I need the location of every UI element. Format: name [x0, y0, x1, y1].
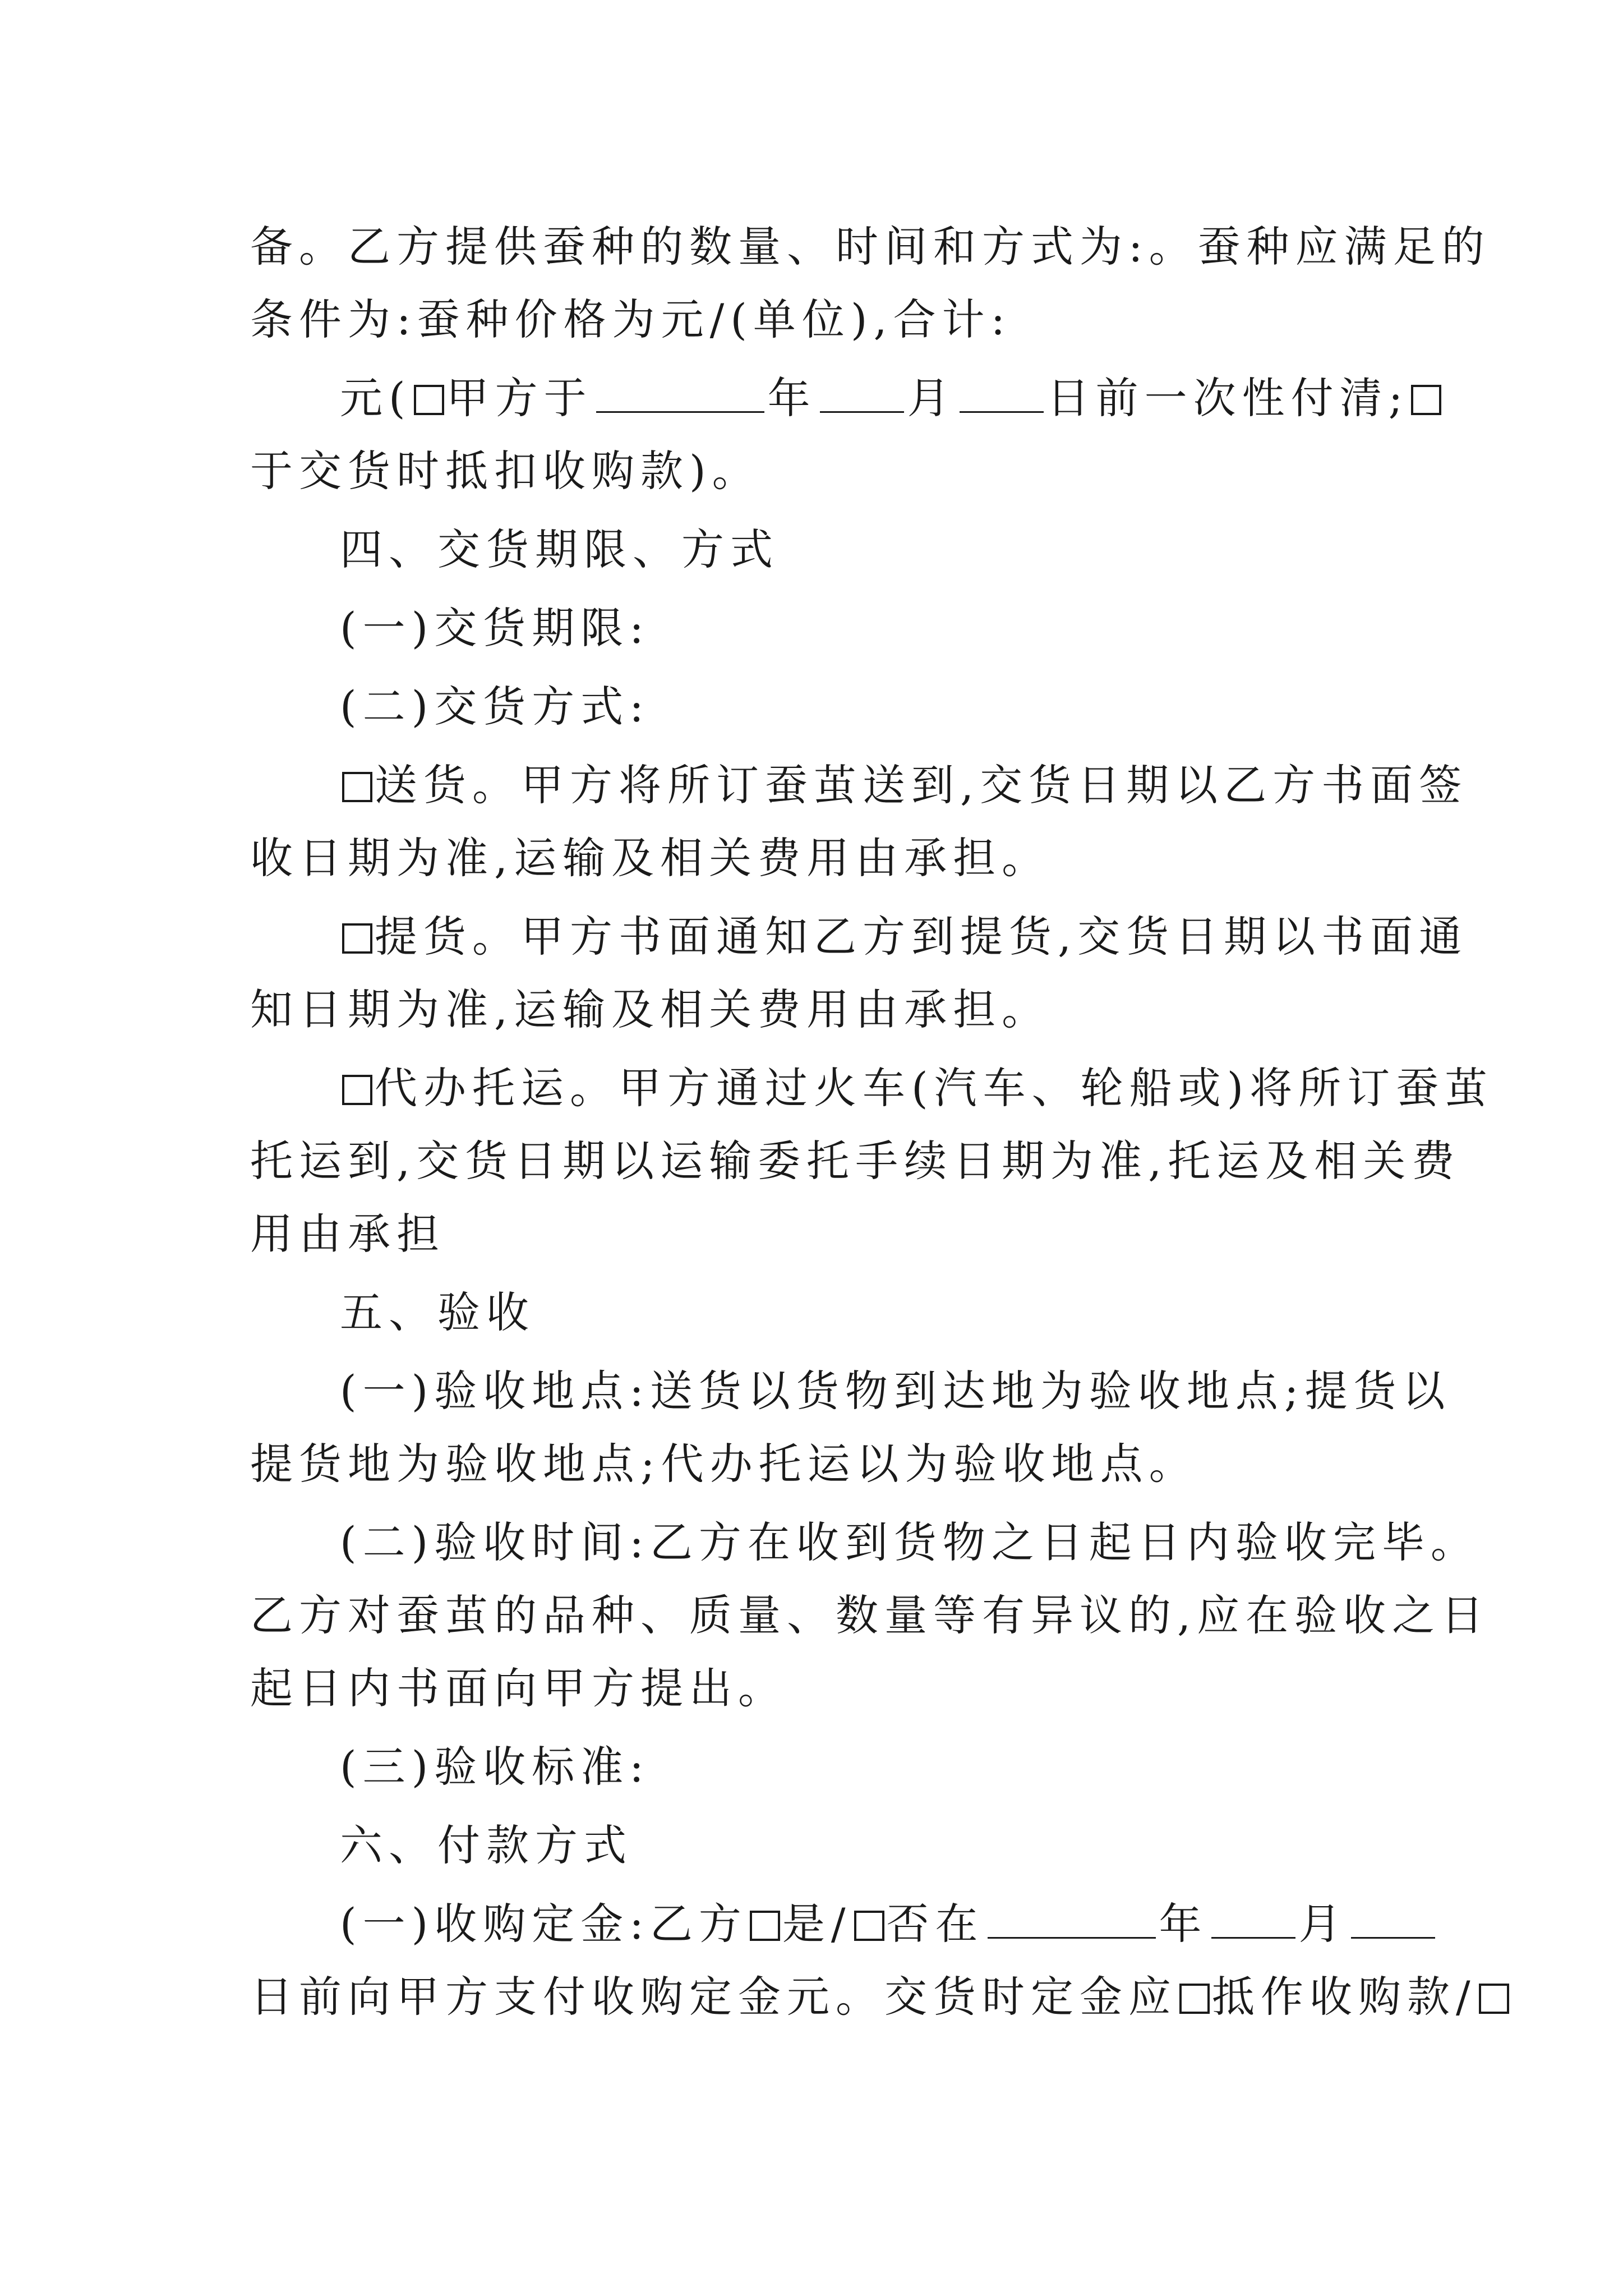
paragraph-line	[250, 1655, 787, 1722]
paragraph-line	[250, 1582, 1490, 1649]
paragraph-line	[250, 976, 1050, 1043]
text-span: 月	[1298, 1899, 1348, 1949]
fill-in-blank[interactable]	[820, 369, 904, 413]
text-span: 乙方对蚕茧的品种、质量、数量等有异议的,应在验收之日	[250, 1590, 1490, 1640]
paragraph-line	[340, 903, 1468, 970]
paragraph-line	[250, 286, 1011, 353]
paragraph-line	[250, 213, 1491, 280]
text-span: 知日期为准,运输及相关费用由承担。	[250, 984, 1051, 1034]
text-span: 否在	[886, 1899, 984, 1949]
paragraph-line	[340, 752, 1468, 819]
text-span: 用由承担	[250, 1209, 445, 1259]
text-span: 于交货时抵扣收购款)。	[250, 446, 761, 496]
paragraph-line	[250, 438, 761, 505]
paragraph-line	[340, 1509, 1479, 1576]
fill-in-blank[interactable]	[988, 1894, 1156, 1939]
checkbox-icon[interactable]	[1411, 385, 1441, 415]
text-span: (三)验收标准:	[340, 1742, 650, 1792]
section-heading	[340, 1279, 535, 1346]
checkbox-icon[interactable]	[1479, 1984, 1509, 2014]
subsection-heading	[340, 673, 650, 740]
text-span: 提货地为验收地点;代办托运以为验收地点。	[250, 1439, 1198, 1489]
paragraph-line	[340, 1890, 1438, 1958]
section-heading	[340, 516, 779, 583]
fill-in-blank[interactable]	[596, 369, 764, 413]
section-heading	[340, 1812, 633, 1879]
paragraph-line	[250, 1430, 1198, 1498]
fill-in-blank[interactable]	[1211, 1894, 1295, 1939]
fill-in-blank[interactable]	[1351, 1894, 1435, 1939]
subsection-heading	[340, 595, 650, 662]
paragraph-line	[250, 825, 1050, 892]
text-span: 代办托运。甲方通过火车(汽车、轮船或)将所订蚕茧	[375, 1063, 1494, 1113]
checkbox-icon[interactable]	[342, 772, 372, 802]
subsection-heading	[340, 1733, 650, 1801]
text-span: 是/	[782, 1899, 852, 1949]
text-span: 日前向甲方支付收购定金元。交货时定金应	[250, 1972, 1177, 2022]
text-span: 送货。甲方将所订蚕茧送到,交货日期以乙方书面签	[375, 760, 1468, 810]
text-span: 收日期为准,运输及相关费用由承担。	[250, 833, 1051, 883]
text-span: 托运到,交货日期以运输委托手续日期为准,托运及相关费	[250, 1136, 1461, 1186]
checkbox-icon[interactable]	[342, 1075, 372, 1105]
paragraph-line	[250, 1963, 1511, 2031]
paragraph-line	[340, 365, 1444, 432]
paragraph-line	[340, 1358, 1451, 1425]
text-span: 日前一次性付清;	[1046, 373, 1409, 423]
paragraph-line	[250, 1128, 1460, 1195]
text-span: 甲方于	[446, 373, 593, 423]
text-span: 提货。甲方书面通知乙方到提货,交货日期以书面通	[375, 912, 1468, 961]
text-span: (一)收购定金:乙方	[340, 1899, 748, 1949]
text-span: 年	[1159, 1899, 1208, 1949]
text-span: 年	[767, 373, 817, 423]
text-span: (一)验收地点:送货以货物到达地为验收地点;提货以	[340, 1366, 1451, 1416]
checkbox-icon[interactable]	[414, 385, 444, 415]
text-span: 六、付款方式	[340, 1820, 633, 1870]
text-span: (一)交货期限:	[340, 603, 650, 653]
text-span: 起日内书面向甲方提出。	[250, 1663, 787, 1713]
checkbox-icon[interactable]	[342, 923, 372, 954]
text-span: 元(	[340, 373, 412, 423]
fill-in-blank[interactable]	[960, 369, 1044, 413]
text-span: 抵作收购款/	[1212, 1972, 1477, 2022]
text-span: (二)交货方式:	[340, 682, 650, 731]
checkbox-icon[interactable]	[750, 1911, 780, 1941]
checkbox-icon[interactable]	[1179, 1984, 1210, 2014]
paragraph-line	[250, 1200, 445, 1268]
text-span: 四、交货期限、方式	[340, 524, 779, 574]
text-span: 五、验收	[340, 1287, 535, 1337]
text-span: 月	[907, 373, 956, 423]
text-span: 备。乙方提供蚕种的数量、时间和方式为:。蚕种应满足的	[250, 222, 1491, 272]
text-span: (二)验收时间:乙方在收到货物之日起日内验收完毕。	[340, 1517, 1479, 1567]
text-span: 条件为:蚕种价格为元/(单位),合计:	[250, 295, 1012, 344]
paragraph-line	[340, 1055, 1493, 1122]
checkbox-icon[interactable]	[854, 1911, 884, 1941]
